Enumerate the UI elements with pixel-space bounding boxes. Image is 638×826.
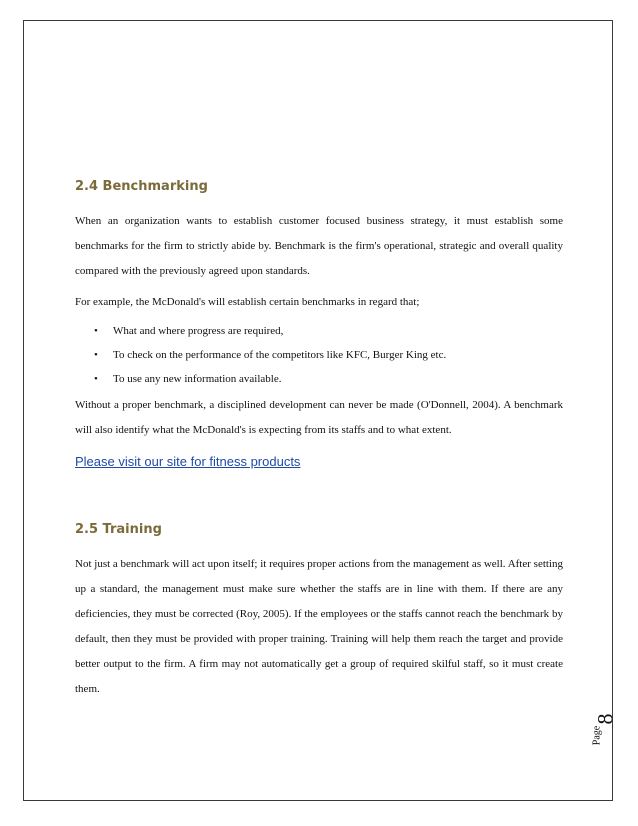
bullet-icon: •: [94, 349, 98, 361]
bullet-icon: •: [94, 325, 98, 337]
benchmark-bullet-list: [75, 319, 563, 391]
bullet-text: To check on the performance of the competitors like KFC, Burger King etc.: [113, 349, 447, 361]
section-heading-benchmarking: 2.4 Benchmarking: [75, 179, 208, 194]
bullet-text: What and where progress are required,: [113, 325, 284, 337]
page-number-marker: [591, 706, 618, 758]
training-paragraph: Not just a benchmark will act upon itself; it requires proper actions from the management as well. After setting up a standard, the management must make sure whether the staffs are in line with them. If there are any deficiencies, they must be corrected (Roy, 2005). If the employees or the staffs cannot reach the benchmark by default, then they must be provided with proper training. Training will help them reach the target and provide better output to the firm. A firm may not automatically get a group of required skilful staff, so it must create them.: [75, 558, 563, 695]
page-label: Page: [591, 725, 603, 746]
bullet-text: To use any new information available.: [113, 373, 282, 385]
benchmarking-paragraph-2: For example, the McDonald's will establish certain benchmarks in regard that;: [75, 296, 420, 308]
list-item: [75, 367, 563, 391]
section-heading-training: 2.5 Training: [75, 522, 162, 537]
list-item: [75, 319, 563, 343]
benchmarking-paragraph-1: When an organization wants to establish customer focused business strategy, it must establish some benchmarks for the firm to strictly abide by. Benchmark is the firm's operational, strategic and overall quality compared with the previously agreed upon standards.: [75, 215, 563, 277]
benchmarking-paragraph-3: Without a proper benchmark, a disciplined development can never be made (O'Donnell, 2004). A benchmark will also identify what the McDonald's is expecting from its staffs and to what extent.: [75, 399, 563, 436]
list-item: [75, 343, 563, 367]
page-number: 8: [592, 713, 618, 725]
fitness-products-link[interactable]: Please visit our site for fitness products: [75, 454, 301, 469]
document-body: [75, 178, 563, 702]
bullet-icon: •: [94, 373, 98, 385]
